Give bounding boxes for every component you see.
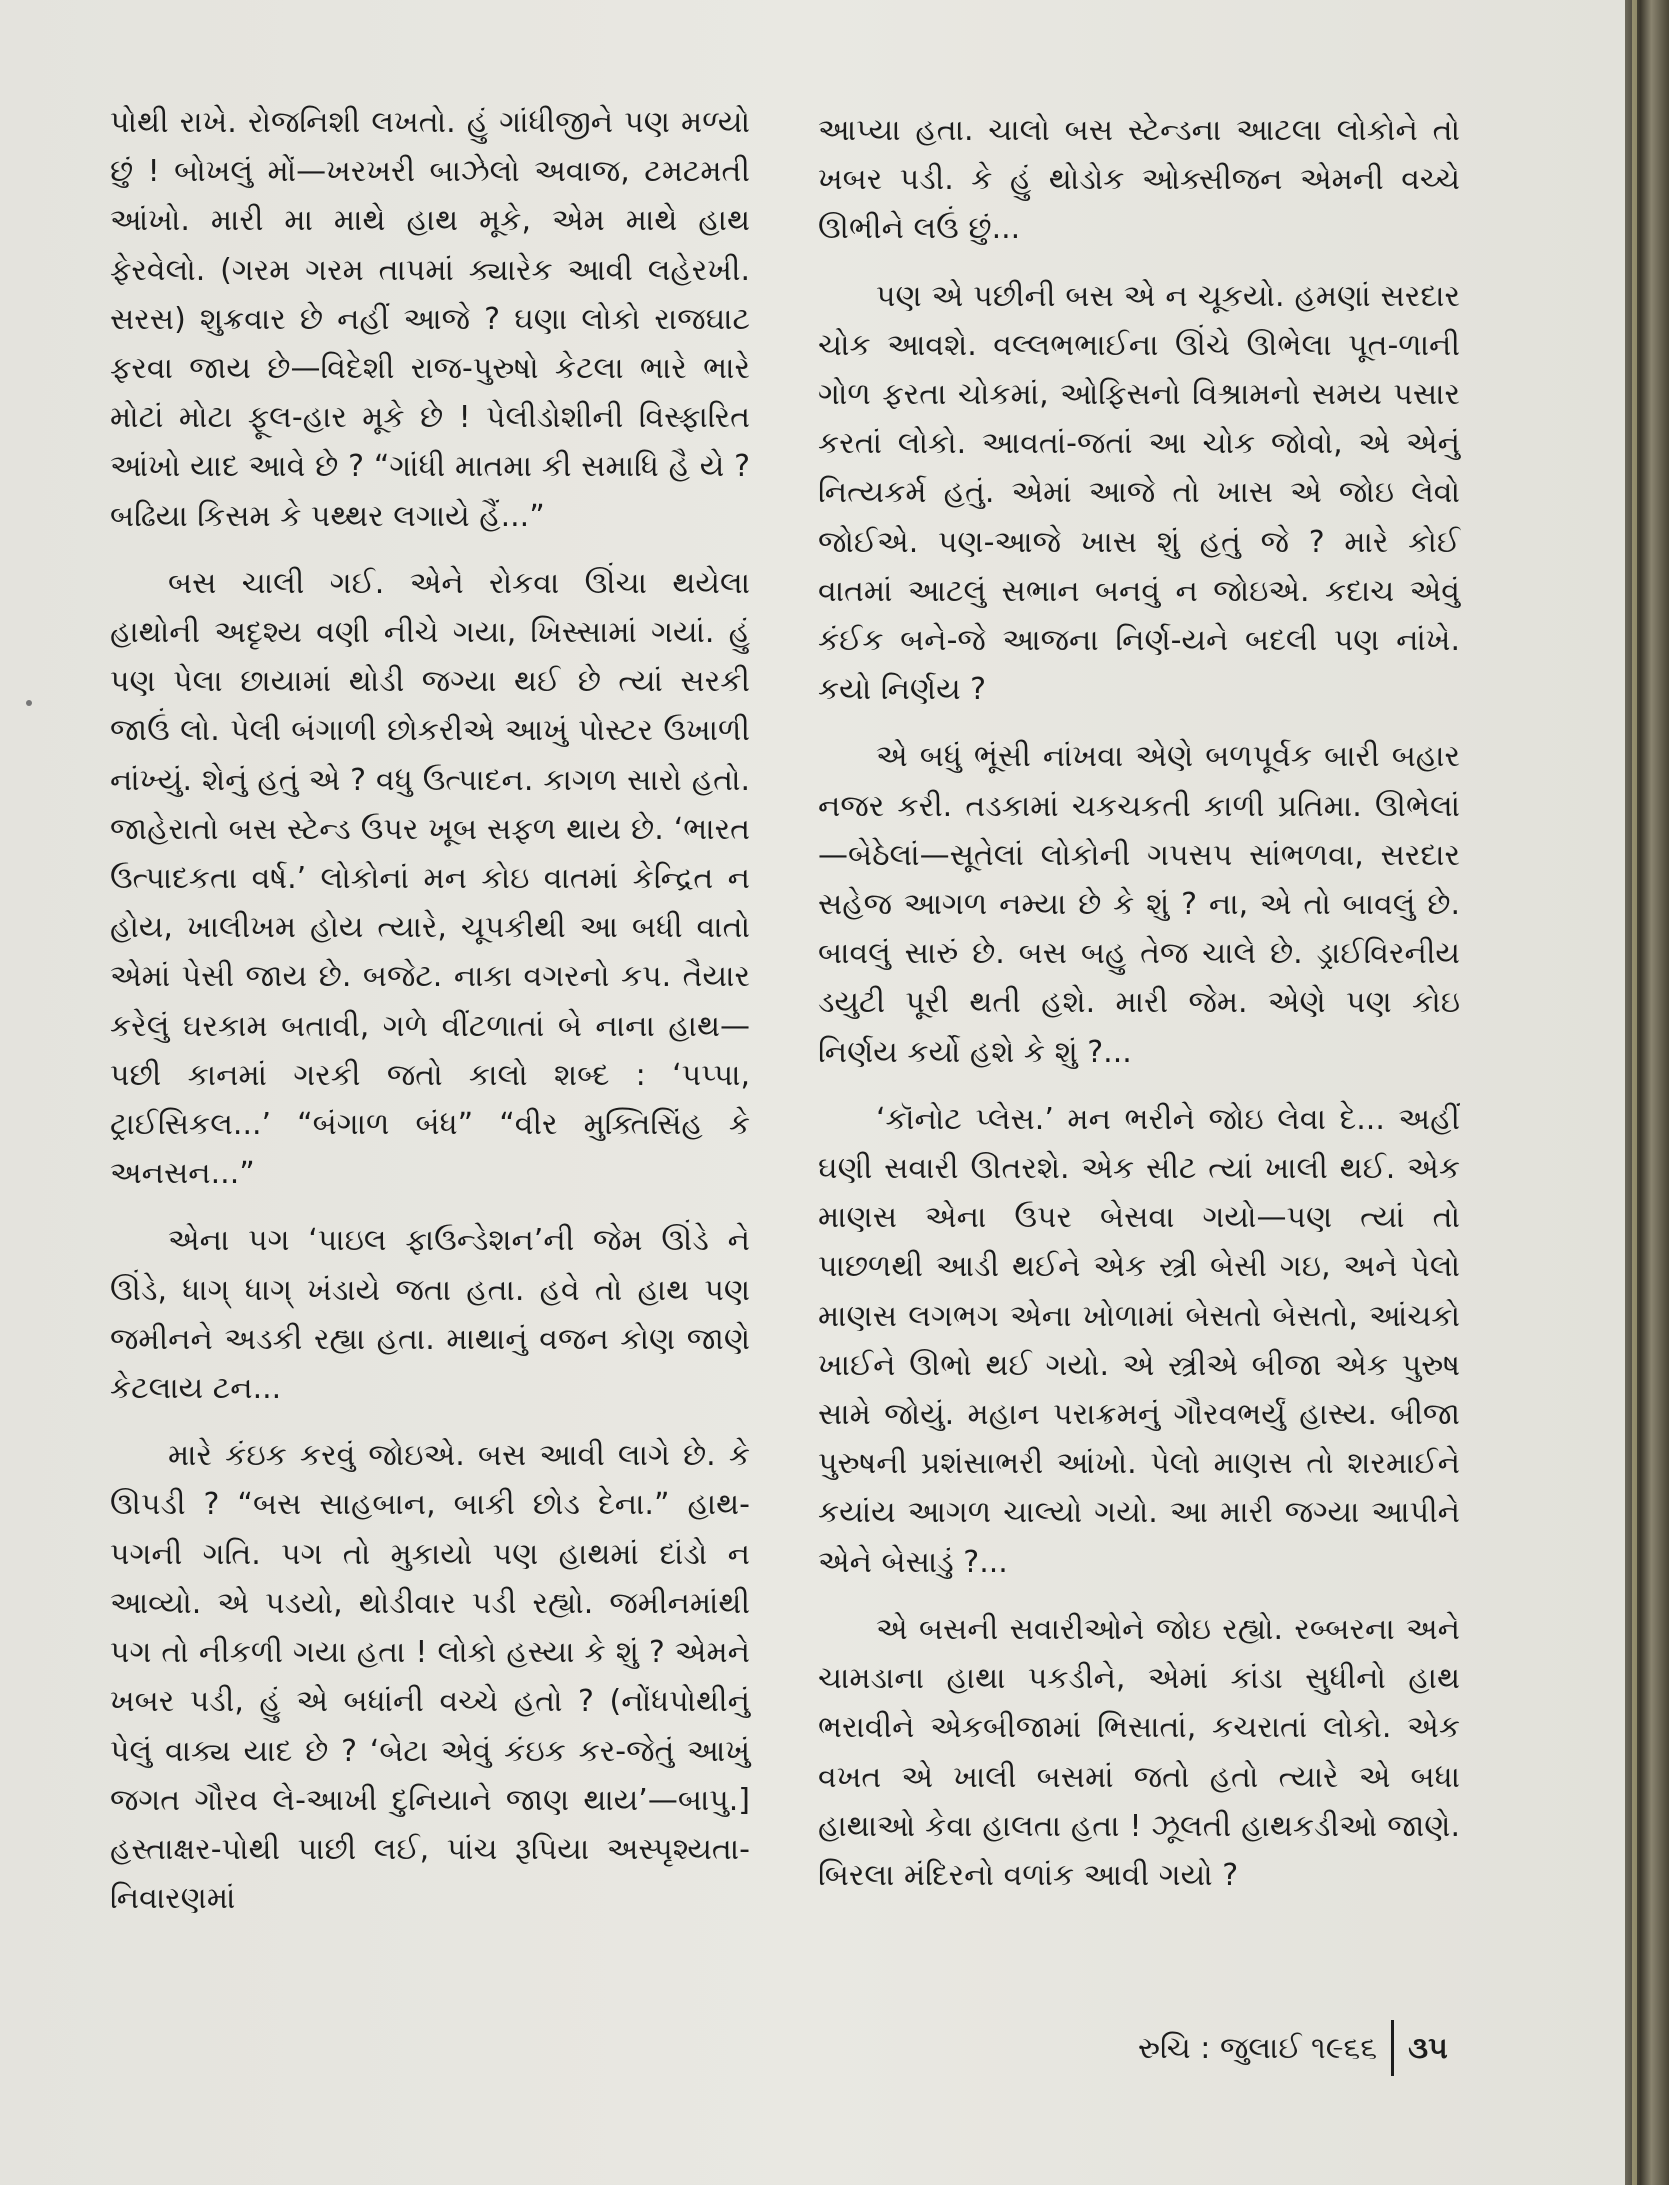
paragraph: ‘કૉનોટ પ્લેસ.’ મન ભરીને જોઇ લેવા દે... અહીં ઘણી સવારી ઊતરશે. એક સીટ ત્યાં ખાલી થઈ. એક માણસ એના ઉપર બેસવા ગયો—પણ ત્યાં તો પાછળથી આડી થઈને એક સ્ત્રી બેસી ગઇ, અને પેલો માણસ લગભગ એના ખોળામાં બેસતો બેસતો, આંચકો ખાઈને ઊભો થઈ ગયો. એ સ્ત્રીએ બીજા એક પુરુષ સામે જોયું. મહાન પરાક્રમનું ગૌરવભર્યું હાસ્ય. બીજા પુરુષની પ્રશંસાભરી આંખો. પેલો માણસ તો શરમાઈને કયાંય આગળ ચાલ્યો ગયો. આ મારી જગ્યા આપીને એને બેસાડું ?... (818, 1101, 1460, 1580)
page-footer (1138, 2024, 1448, 2072)
paragraph: પોથી રાખે. રોજનિશી લખતો. હું ગાંધીજીને પણ મળ્યો છું ! બોખલું મોં—ખરખરી બાઝેલો અવાજ, ટમટમતી આંખો. મારી મા માથે હાથ મૂકે, એમ માથે હાથ ફેરવેલો. (ગરમ ગરમ તાપમાં ક્યારેક આવી લહેરખી. સરસ) શુક્રવાર છે નહીં આજે ? ઘણા લોકો રાજઘાટ ફરવા જાય છે—વિદેશી રાજ-પુરુષો કેટલા ભારે ભારે મોટાં મોટા ફૂલ-હાર મૂકે છે ! પેલીડોશીની વિસ્ફારિત આંખો યાદ આવે છે ? “ગાંધી માતમા કી સમાધિ હૈ યે ? બઢિયા કિસમ કે પથ્થર લગાયે હૈં...” (110, 105, 750, 534)
paragraph: મારે કંઇક કરવું જોઇએ. બસ આવી લાગે છે. કે ઊપડી ? “બસ સાહબાન, બાકી છોડ દેના.” હાથ-પગની ગતિ. પગ તો મુકાયો પણ હાથમાં દાંડો ન આવ્યો. એ પડયો, થોડીવાર પડી રહ્યો. જમીનમાંથી પગ તો નીકળી ગયા હતા ! લોકો હસ્યા કે શું ? એમને ખબર પડી, હું એ બધાંની વચ્ચે હતો ? (નોંધપોથીનું પેલું વાક્ય યાદ છે ? ‘બેટા એવું કંઇક કર-જેતું આખું જગત ગૌરવ લે-આખી દુનિયાને જાણ થાય’—બાપુ.] હસ્તાક્ષર-પોથી પાછી લઈ, પાંચ રૂપિયા અસ્પૃશ્યતા-નિવારણમાં (110, 1438, 750, 1917)
paragraph: બસ ચાલી ગઈ. એને રોકવા ઊંચા થયેલા હાથોની અદૃશ્ય વણી નીચે ગયા, ખિસ્સામાં ગયાં. હું પણ પેલા છાયામાં થોડી જગ્યા થઈ છે ત્યાં સરકી જાઉં લો. પેલી બંગાળી છોકરીએ આખું પોસ્ટર ઉખાળી નાંખ્યું. શેનું હતું એ ? વધુ ઉત્પાદન. કાગળ સારો હતો. જાહેરાતો બસ સ્ટેન્ડ ઉપર ખૂબ સફળ થાય છે. ‘ભારત ઉત્પાદકતા વર્ષ.’ લોકોનાં મન કોઇ વાતમાં કેન્દ્રિત ન હોય, ખાલીખમ હોય ત્યારે, ચૂપકીથી આ બધી વાતો એમાં પેસી જાય છે. બજેટ. નાકા વગરનો કપ. તૈયાર કરેલું ઘરકામ બતાવી, ગળે વીંટળાતાં બે નાના હાથ—પછી કાનમાં ગરકી જતો કાલો શબ્દ : ‘પપ્પા, ટ્રાઈસિકલ...’ “બંગાળ બંધ” “વીર મુક્તિસિંહ કે અનસન...” (110, 565, 750, 1192)
margin-speck (26, 700, 32, 706)
paragraph: એ બસની સવારીઓને જોઇ રહ્યો. રબ્બરના અને ચામડાના હાથા પકડીને, એમાં કાંડા સુધીનો હાથ ભરાવીને એકબીજામાં ભિસાતાં, કચરાતાં લોકો. એક વખત એ ખાલી બસમાં જતો હતો ત્યારે એ બધા હાથાઓ કેવા હાલતા હતા ! ઝૂલતી હાથકડીઓ જાણે. બિરલા મંદિરનો વળાંક આવી ગયો ? (818, 1611, 1460, 1893)
left-column (110, 98, 750, 1941)
paragraph: એ બધું ભૂંસી નાંખવા એણે બળપૂર્વક બારી બહાર નજર કરી. તડકામાં ચકચકતી કાળી પ્રતિમા. ઊભેલાં—બેઠેલાં—સૂતેલાં લોકોની ગપસપ સાંભળવા, સરદાર સહેજ આગળ નમ્યા છે કે શું ? ના, એ તો બાવલું છે. બાવલું સારું છે. બસ બહુ તેજ ચાલે છે. ડ્રાઈવિરનીય ડયુટી પૂરી થતી હશે. મારી જેમ. એણે પણ કોઇ નિર્ણય કર્યો હશે કે શું ?... (818, 739, 1460, 1070)
paragraph: આપ્યા હતા. ચાલો બસ સ્ટેન્ડના આટલા લોકોને તો ખબર પડી. કે હું થોડોક ઓક્સીજન એમની વચ્ચે ઊભીને લઉં છું... (818, 113, 1460, 247)
paragraph: એના પગ ‘પાઇલ ફાઉન્ડેશન’ની જેમ ઊંડે ને ઊંડે, ધાગ્ ધાગ્ ખંડાયે જતા હતા. હવે તો હાથ પણ જમીનને અડકી રહ્યા હતા. માથાનું વજન કોણ જાણે કેટલાય ટન... (110, 1223, 750, 1407)
right-column (818, 106, 1460, 1918)
binding-thread (1632, 0, 1637, 2185)
paragraph: પણ એ પછીની બસ એ ન ચૂકયો. હમણાં સરદાર ચોક આવશે. વલ્લભભાઈના ઊંચે ઊભેલા પૂત-ળાની ગોળ ફરતા ચોકમાં, ઓફિસનો વિશ્રામનો સમય પસાર કરતાં લોકો. આવતાં-જતાં આ ચોક જોવો, એ એનું નિત્યકર્મ હતું. એમાં આજે તો ખાસ એ જોઇ લેવો જોઈએ. પણ-આજે ખાસ શું હતું જે ? મારે કોઈ વાતમાં આટલું સભાન બનવું ન જોઇએ. કદાચ એવું કંઈક બને-જે આજના નિર્ણ-યને બદલી પણ નાંખે. કયો નિર્ણય ? (818, 278, 1460, 708)
footer-divider (1391, 2020, 1394, 2076)
magazine-issue: રુચિ : જુલાઈ ૧૯૬૬ (1138, 2030, 1378, 2066)
page-number: ૩૫ (1408, 2030, 1448, 2066)
